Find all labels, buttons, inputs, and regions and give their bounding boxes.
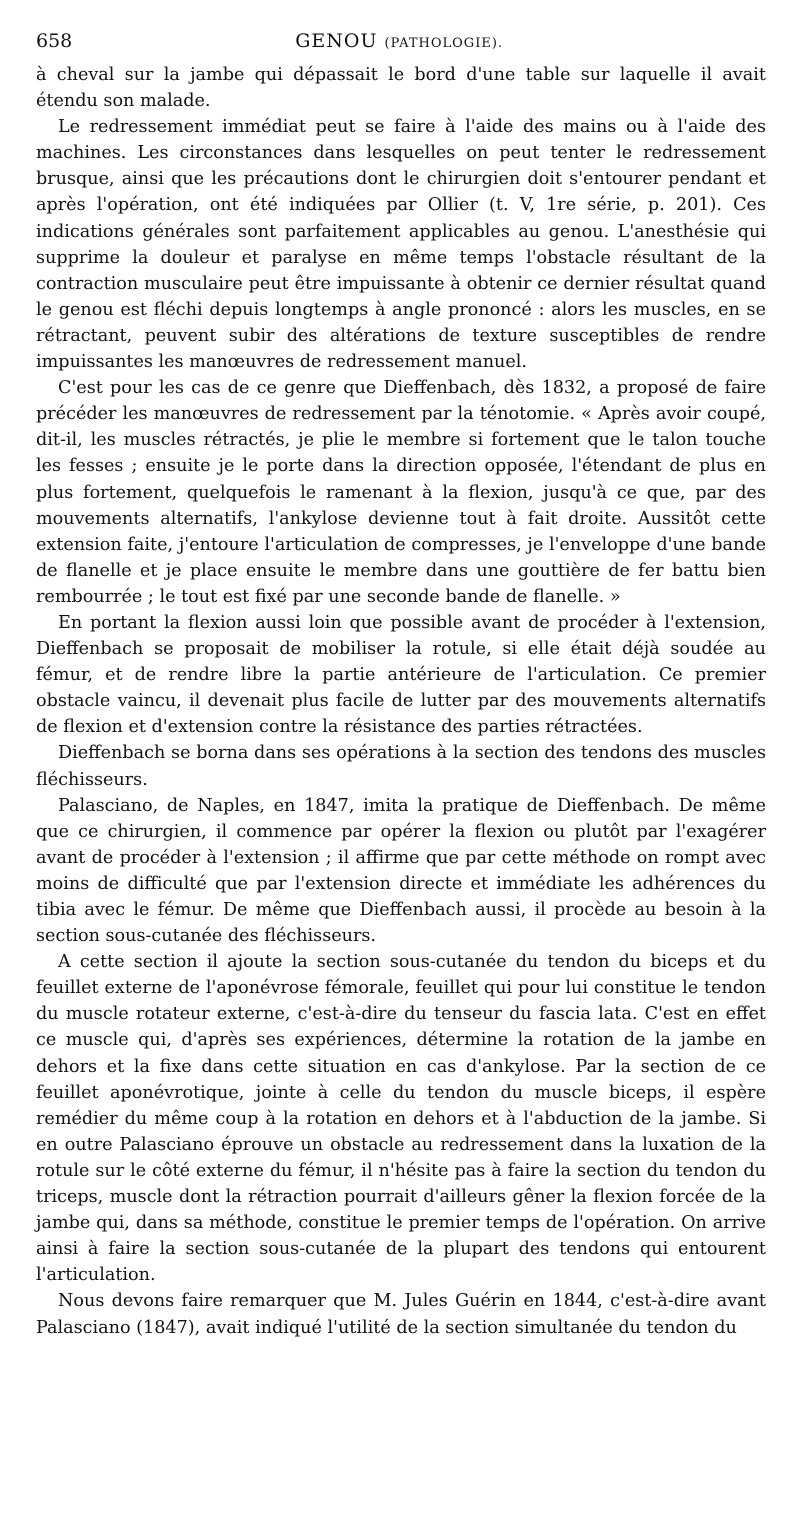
running-title-main: GENOU (295, 30, 378, 52)
paragraph: C'est pour les cas de ce genre que Dieffenbach, dès 1832, a proposé de faire précéder les manœuvres de redressement par la ténotomie. « Après avoir coupé, dit-il, les muscles rétractés, je plie le membre si fortement que le talon touche les fesses ; ensuite je le porte dans la direction opposée, l'étendant de plus en plus fortement, quelquefois le ramenant à la flexion, jusqu'à ce que, par des mouvements alternatifs, l'ankylose devienne tout à fait droite. Aussitôt cette extension faite, j'entoure l'articulation de compresses, je l'enveloppe d'une bande de flanelle et je place ensuite le membre dans une gouttière de fer battu bien rembourrée ; le tout est fixé par une seconde bande de flanelle. » (36, 378, 766, 607)
paragraph: Le redressement immédiat peut se faire à l'aide des mains ou à l'aide des machines. Les circonstances dans lesquelles on peut tenter le redressement brusque, ainsi que les précautions dont le chirurgien doit s'entourer pendant et après l'opération, ont été indiquées par Ollier (t. V, 1re série, p. 201). Ces indications générales sont parfaitement applicables au genou. L'anesthésie qui supprime la douleur et paralyse en même temps l'obstacle résultant de la contraction musculaire peut être impuissante à obtenir ce dernier résultat quand le genou est fléchi depuis longtemps à angle prononcé : alors les muscles, en se rétractant, peuvent subir des altérations de texture susceptibles de rendre impuissantes les manœuvres de redressement manuel. (36, 117, 766, 373)
paragraph: à cheval sur la jambe qui dépassait le bord d'une table sur laquelle il avait étendu son malade. (36, 65, 766, 112)
running-header (36, 30, 766, 62)
body-text (36, 62, 766, 1341)
page-number: 658 (36, 30, 73, 52)
paragraph: Palasciano, de Naples, en 1847, imita la pratique de Dieffenbach. De même que ce chirurgien, il commence par opérer la flexion ou plutôt par l'exagérer avant de procéder à l'extension ; il affirme que par cette méthode on rompt avec moins de difficulté que par l'extension directe et immédiate les adhérences du tibia avec le fémur. De même que Dieffenbach aussi, il procède au besoin à la section sous-cutanée des fléchisseurs. (36, 795, 766, 947)
paragraph: Dieffenbach se borna dans ses opérations à la section des tendons des muscles fléchisseurs. (36, 743, 766, 790)
running-title-sub: (PATHOLOGIE). (384, 36, 504, 51)
paragraph: A cette section il ajoute la section sous-cutanée du tendon du biceps et du feuillet externe de l'aponévrose fémorale, feuillet qui pour lui constitue le tendon du muscle rotateur externe, c'est-à-dire du tenseur du fascia lata. C'est en effet ce muscle qui, d'après ses expériences, détermine la rotation de la jambe en dehors et la fixe dans cette situation en cas d'ankylose. Par la section de ce feuillet aponévrotique, jointe à celle du tendon du muscle biceps, il espère remédier du même coup à la rotation en dehors et à l'abduction de la jambe. Si en outre Palasciano éprouve un obstacle au redressement dans la luxation de la rotule sur le côté externe du fémur, il n'hésite pas à faire la section du tendon du triceps, muscle dont la rétraction pourrait d'ailleurs gêner la flexion forcée de la jambe qui, dans sa méthode, constitue le premier temps de l'opération. On arrive ainsi à faire la section sous-cutanée de la plupart des tendons qui entourent l'articulation. (36, 952, 766, 1286)
paragraph: En portant la flexion aussi loin que possible avant de procéder à l'extension, Dieffenbach se proposait de mobiliser la rotule, si elle était déjà soudée au fémur, et de rendre libre la partie antérieure de l'articulation. Ce premier obstacle vaincu, il devenait plus facile de lutter par des mouvements alternatifs de flexion et d'extension contre la résistance des parties rétractées. (36, 612, 766, 738)
running-title (72, 30, 766, 52)
paragraph: Nous devons faire remarquer que M. Jules Guérin en 1844, c'est-à-dire avant Palasciano (1847), avait indiqué l'utilité de la section simultanée du tendon du (36, 1291, 766, 1338)
